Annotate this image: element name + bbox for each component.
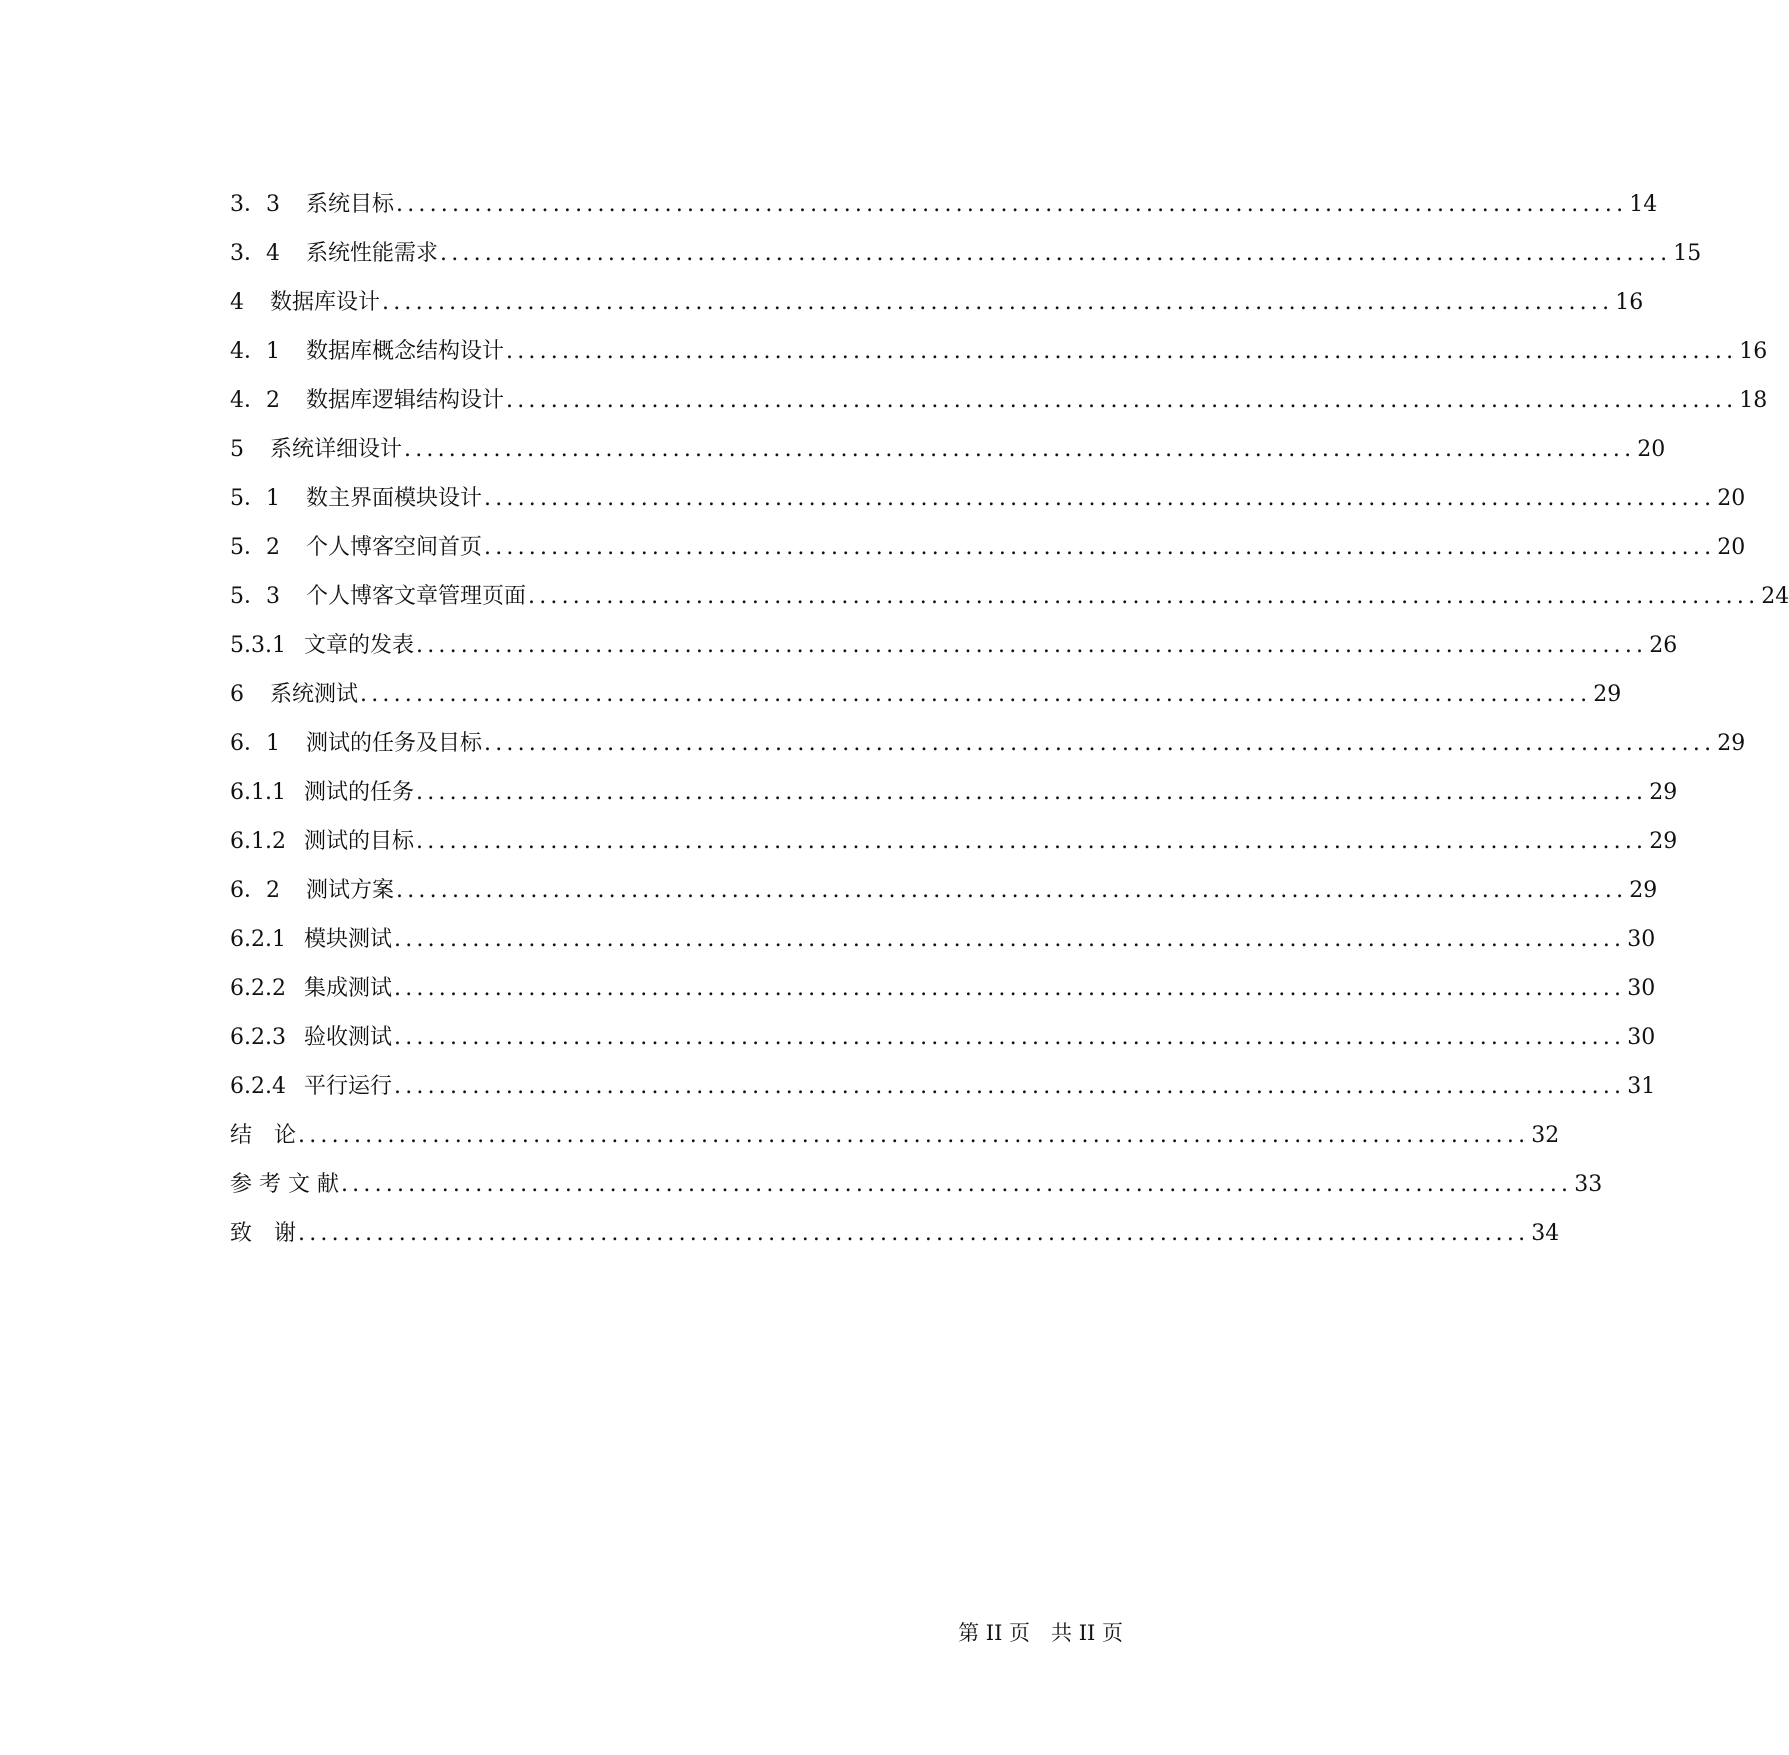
toc-entry-title: 测试的任务及目标 [306, 731, 483, 756]
toc-entry-title: 数据库逻辑结构设计 [306, 388, 505, 413]
toc-entry-page: 29 [1717, 731, 1746, 756]
toc-entry[interactable] [230, 327, 1768, 376]
toc-entry-number: 6．1 [230, 731, 280, 756]
toc-dot-leader: .............................................................................................................. [484, 731, 1716, 756]
toc-entry[interactable] [230, 572, 1789, 621]
toc-entry-number: 6.2.2 [230, 976, 286, 1001]
toc-entry-number: 4 [230, 290, 244, 315]
toc-entry-title: 结 论 [230, 1123, 297, 1148]
toc-entry-title: 系统测试 [270, 682, 359, 707]
toc-entry-page: 31 [1627, 1074, 1656, 1099]
toc-entry-number: 6.2.1 [230, 927, 286, 952]
toc-entry-page: 15 [1673, 241, 1702, 266]
toc-entry[interactable] [230, 523, 1746, 572]
toc-entry-page: 24 [1761, 584, 1789, 609]
toc-dot-leader: .............................................................................................................. [396, 878, 1628, 903]
toc-entry[interactable] [230, 719, 1746, 768]
toc-entry-title: 致 谢 [230, 1221, 297, 1246]
toc-entry-number: 4．2 [230, 388, 280, 413]
toc-entry-title: 测试的目标 [303, 829, 414, 854]
toc-dot-leader: .............................................................................................................. [382, 290, 1614, 315]
toc-entry-page: 30 [1627, 976, 1656, 1001]
toc-entry-page: 20 [1717, 486, 1746, 511]
toc-dot-leader: .............................................................................................................. [360, 682, 1592, 707]
toc-entry-page: 20 [1637, 437, 1666, 462]
toc-entry[interactable] [230, 229, 1702, 278]
toc-entry-number: 6.2.3 [230, 1025, 286, 1050]
toc-entry-number: 5.3.1 [230, 633, 286, 658]
toc-entry-page: 20 [1717, 535, 1746, 560]
toc-entry-title: 测试方案 [306, 878, 395, 903]
table-of-contents [230, 180, 1789, 1258]
toc-dot-leader: .............................................................................................................. [484, 535, 1716, 560]
toc-entry[interactable] [230, 1160, 1603, 1209]
toc-entry-page: 16 [1739, 339, 1768, 364]
toc-entry-page: 18 [1739, 388, 1768, 413]
toc-dot-leader: .............................................................................................................. [506, 388, 1738, 413]
toc-entry-page: 30 [1627, 1025, 1656, 1050]
toc-dot-leader: .............................................................................................................. [394, 1025, 1626, 1050]
toc-entry-title: 集成测试 [303, 976, 392, 1001]
toc-entry-title: 测试的任务 [303, 780, 414, 805]
toc-entry-page: 32 [1531, 1123, 1560, 1148]
toc-dot-leader: .............................................................................................................. [416, 829, 1648, 854]
toc-entry-page: 30 [1627, 927, 1656, 952]
toc-entry-title: 系统目标 [306, 192, 395, 217]
page-footer: 第 II 页 共 II 页 [958, 1621, 1123, 1645]
toc-entry[interactable] [230, 278, 1644, 327]
toc-entry[interactable] [230, 964, 1656, 1013]
toc-dot-leader: .............................................................................................................. [396, 192, 1628, 217]
toc-entry-title: 系统详细设计 [270, 437, 403, 462]
toc-entry-number: 5．1 [230, 486, 280, 511]
toc-entry-title: 平行运行 [303, 1074, 392, 1099]
toc-dot-leader: .............................................................................................................. [440, 241, 1672, 266]
toc-entry-page: 14 [1629, 192, 1658, 217]
toc-entry[interactable] [230, 1111, 1560, 1160]
toc-entry-number: 6.1.2 [230, 829, 286, 854]
toc-entry[interactable] [230, 376, 1768, 425]
toc-entry-title: 个人博客文章管理页面 [306, 584, 527, 609]
toc-dot-leader: .............................................................................................................. [506, 339, 1738, 364]
toc-entry[interactable] [230, 621, 1678, 670]
toc-entry[interactable] [230, 768, 1678, 817]
toc-entry-title: 数据库概念结构设计 [306, 339, 505, 364]
toc-dot-leader: .............................................................................................................. [394, 976, 1626, 1001]
toc-entry-title: 验收测试 [303, 1025, 392, 1050]
toc-entry[interactable] [230, 425, 1666, 474]
toc-dot-leader: .............................................................................................................. [528, 584, 1760, 609]
toc-entry-page: 33 [1574, 1172, 1603, 1197]
toc-entry-number: 6.2.4 [230, 1074, 286, 1099]
toc-entry-number: 5．3 [230, 584, 280, 609]
toc-entry[interactable] [230, 1209, 1560, 1258]
toc-entry-title: 模块测试 [303, 927, 392, 952]
toc-entry[interactable] [230, 474, 1746, 523]
toc-entry-number: 6.1.1 [230, 780, 286, 805]
toc-dot-leader: .............................................................................................................. [298, 1123, 1530, 1148]
toc-entry[interactable] [230, 180, 1658, 229]
toc-dot-leader: .............................................................................................................. [298, 1221, 1530, 1246]
toc-entry[interactable] [230, 866, 1658, 915]
toc-entry[interactable] [230, 817, 1678, 866]
toc-entry-page: 26 [1649, 633, 1678, 658]
toc-entry-page: 29 [1649, 829, 1678, 854]
toc-dot-leader: .............................................................................................................. [394, 1074, 1626, 1099]
toc-entry-number: 5．2 [230, 535, 280, 560]
toc-dot-leader: .............................................................................................................. [416, 633, 1648, 658]
toc-entry-title: 文章的发表 [303, 633, 414, 658]
toc-entry-page: 29 [1629, 878, 1658, 903]
toc-entry-page: 16 [1615, 290, 1644, 315]
toc-entry[interactable] [230, 1013, 1656, 1062]
toc-dot-leader: .............................................................................................................. [416, 780, 1648, 805]
toc-dot-leader: .............................................................................................................. [340, 1172, 1573, 1197]
toc-entry-number: 3．4 [230, 241, 280, 266]
toc-entry-number: 4．1 [230, 339, 280, 364]
toc-entry[interactable] [230, 1062, 1656, 1111]
toc-entry-page: 29 [1649, 780, 1678, 805]
toc-entry-title: 个人博客空间首页 [306, 535, 483, 560]
toc-entry[interactable] [230, 915, 1656, 964]
toc-entry-number: 5 [230, 437, 244, 462]
toc-entry-number: 6．2 [230, 878, 280, 903]
toc-dot-leader: .............................................................................................................. [404, 437, 1636, 462]
toc-entry-number: 6 [230, 682, 244, 707]
toc-entry-title: 系统性能需求 [306, 241, 439, 266]
toc-entry[interactable] [230, 670, 1622, 719]
toc-entry-number: 3．3 [230, 192, 280, 217]
toc-entry-title: 数主界面模块设计 [306, 486, 483, 511]
toc-entry-title: 参 考 文 献 [230, 1172, 339, 1197]
toc-dot-leader: .............................................................................................................. [484, 486, 1716, 511]
toc-entry-title: 数据库设计 [270, 290, 381, 315]
toc-entry-page: 29 [1593, 682, 1622, 707]
toc-dot-leader: .............................................................................................................. [394, 927, 1626, 952]
toc-entry-page: 34 [1531, 1221, 1560, 1246]
